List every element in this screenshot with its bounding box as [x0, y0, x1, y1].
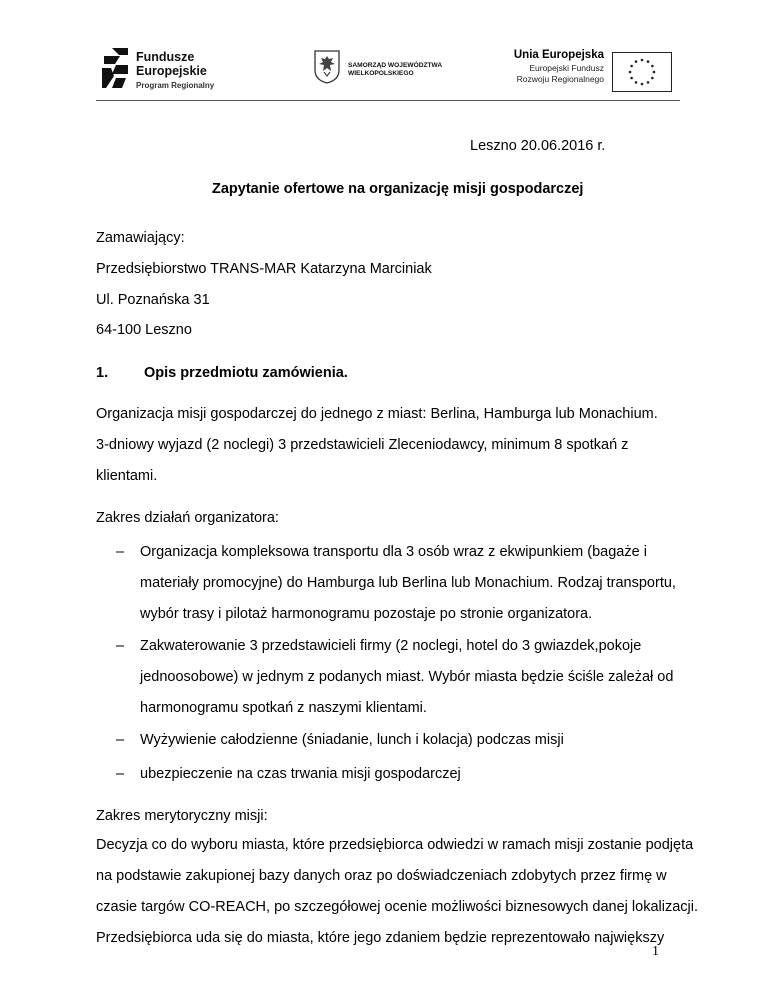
unia-europejska-logo — [476, 50, 680, 94]
eu-flag-icon — [612, 52, 672, 92]
buyer-name: Przedsiębiorstwo TRANS-MAR Katarzyna Marciniak — [96, 261, 432, 277]
merit-line4: Przedsiębiorca uda się do miasta, które jego zdaniem będzie reprezentowało największy — [96, 930, 665, 946]
bullet-marker: – — [116, 766, 125, 782]
para1-line1: Organizacja misji gospodarczej do jednego z miast: Berlina, Hamburga lub Monachium. — [96, 406, 658, 422]
buyer-street: Ul. Poznańska 31 — [96, 292, 210, 308]
fundusze-europejskie-logo — [96, 46, 236, 90]
merit-line1: Decyzja co do wyboru miasta, które przedsiębiorca odwiedzi w ramach misji zostanie podjęta — [96, 837, 694, 853]
ue-line1: Unia Europejska — [513, 49, 604, 61]
document-date: Leszno 20.06.2016 r. — [470, 138, 606, 154]
bullet2-line2: jednoosobowe) w jednym z podanych miast. Wybór miasta będzie ściśle zależał od — [140, 669, 674, 685]
buyer-label: Zamawiający: — [96, 230, 185, 246]
merit-line2: na podstawie zakupionej bazy danych oraz po doświadczeniach zdobytych przez firmę w — [96, 868, 667, 884]
sw-line2: WIELKOPOLSKIEGO — [348, 70, 414, 77]
bullet1-line2: materiały promocyjne) do Hamburga lub Berlina lub Monachium. Rodzaj transportu, — [140, 575, 676, 591]
bullet1-line3: wybór trasy i pilotaż harmonogramu pozostaje po stronie organizatora. — [140, 606, 593, 622]
fe-line2: Europejskie — [136, 64, 207, 78]
bullet3-line1: Wyżywienie całodzienne (śniadanie, lunch i kolacja) podczas misji — [140, 732, 564, 748]
header-logos — [96, 44, 680, 101]
bullet2-line3: harmonogramu spotkań z naszymi klientami. — [140, 700, 427, 716]
eagle-crest-icon — [314, 50, 340, 84]
bullet-marker: – — [116, 544, 125, 560]
para1-line2: 3-dniowy wyjazd (2 noclegi) 3 przedstawicieli Zleceniodawcy, minimum 8 spotkań z — [96, 437, 629, 453]
section1-title: Opis przedmiotu zamówienia. — [144, 365, 348, 381]
fe-line3: Program Regionalny — [136, 81, 215, 90]
page-number: 1 — [652, 944, 659, 959]
section1-number: 1. — [96, 365, 109, 381]
buyer-city: 64-100 Leszno — [96, 322, 192, 338]
bullet4-line1: ubezpieczenie na czas trwania misji gospodarczej — [140, 766, 461, 782]
fundusze-europejskie-mark-icon — [102, 48, 128, 88]
ue-line2: Europejski Fundusz — [529, 63, 604, 73]
ue-line3: Rozwoju Regionalnego — [516, 74, 604, 84]
sw-line1: SAMORZĄD WOJEWÓDZTWA — [348, 62, 443, 69]
merit-label: Zakres merytoryczny misji: — [96, 808, 268, 824]
merit-line3: czasie targów CO-REACH, po szczegółowej ocenie możliwości biznesowych danej lokalizacji. — [96, 899, 698, 915]
bullet1-line1: Organizacja kompleksowa transportu dla 3 osób wraz z ekwipunkiem (bagaże i — [140, 544, 647, 560]
bullet-marker: – — [116, 638, 125, 654]
fe-line1: Fundusze — [136, 50, 195, 64]
bullet-marker: – — [116, 732, 125, 748]
para1-line3: klientami. — [96, 468, 158, 484]
scope-label: Zakres działań organizatora: — [96, 510, 279, 526]
document-title: Zapytanie ofertowe na organizację misji gospodarczej — [212, 181, 584, 197]
bullet2-line1: Zakwaterowanie 3 przedstawicieli firmy (2 noclegi, hotel do 3 gwiazdek,pokoje — [140, 638, 642, 654]
